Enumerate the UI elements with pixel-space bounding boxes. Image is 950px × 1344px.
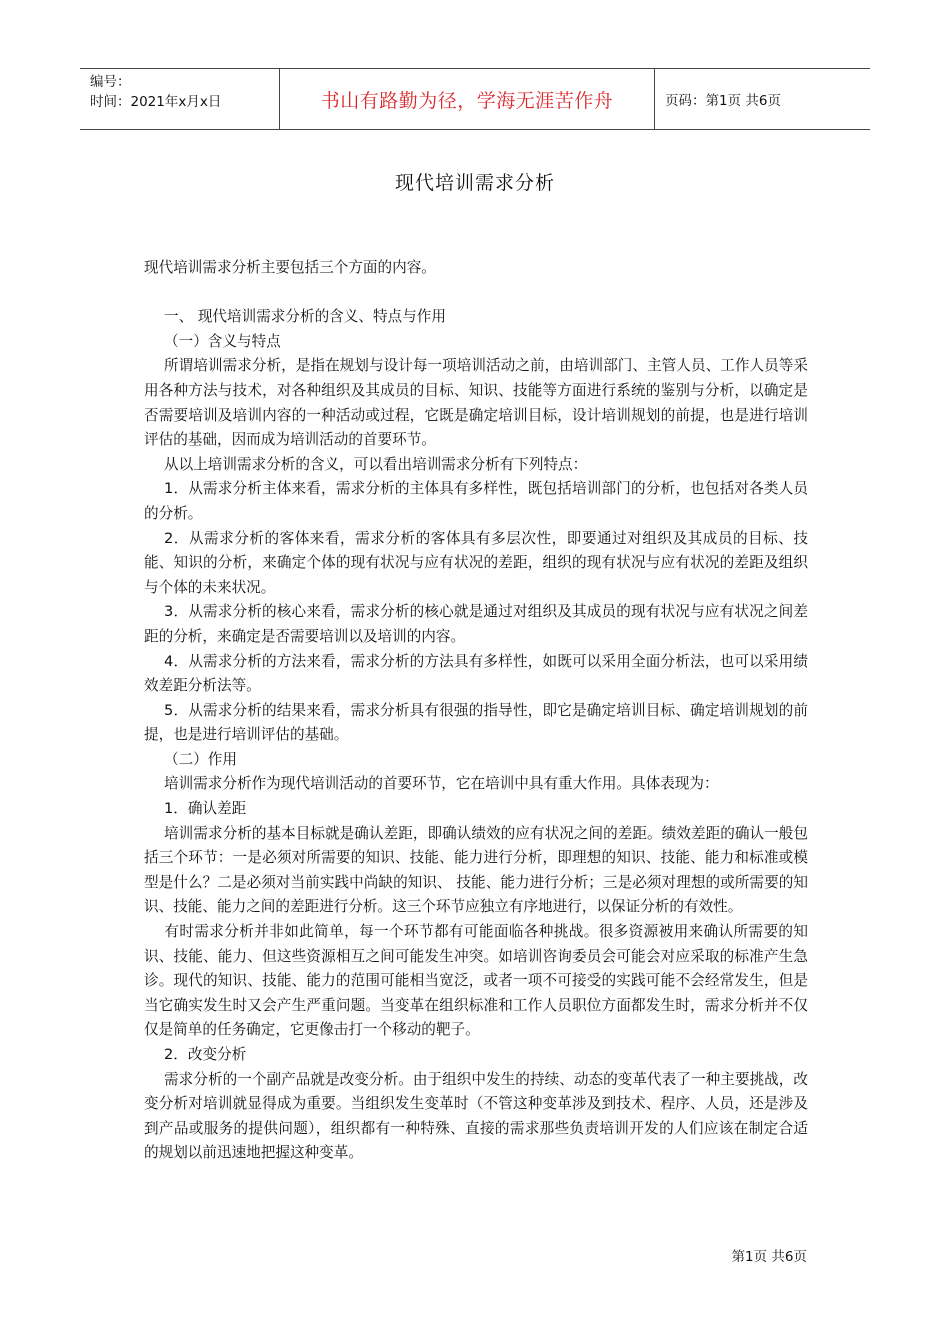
- paragraph: [144, 772, 808, 797]
- paragraph: [144, 1068, 808, 1166]
- paragraph: [144, 797, 808, 822]
- paragraph: [144, 477, 808, 526]
- paragraph-text: （一）含义与特点: [164, 332, 281, 350]
- page-footer: 第1页 共6页: [731, 1249, 807, 1265]
- header-meta: [80, 69, 280, 129]
- paragraph-text: 1．确认差距: [164, 800, 247, 818]
- paragraph-text: 5．从需求分析的结果来看，需求分析具有很强的指导性，即它是确定培训目标、确定培训规划的前提，也是进行培训评估的基础。: [144, 701, 808, 744]
- paragraph: [144, 453, 808, 478]
- document-time-label: 时间：2021年x月x日: [90, 94, 222, 110]
- paragraph-text: 从以上培训需求分析的含义，可以看出培训需求分析有下列特点：: [164, 455, 588, 473]
- paragraph-text: 4．从需求分析的方法来看，需求分析的方法具有多样性，如既可以采用全面分析法，也可以采用绩效差距分析法等。: [144, 652, 808, 695]
- paragraph-text: 所谓培训需求分析，是指在规划与设计每一项培训活动之前，由培训部门、主管人员、工作人员等采用各种方法与技术，对各种组织及其成员的目标、知识、技能等方面进行系统的鉴别与分析，以确定是否需要培训及培训内容的一种活动或过程，它既是确定培训目标，设计培训规划的前提，也是进行培训评估的基础，因而成为培训活动的首要环节。: [144, 357, 808, 449]
- paragraph-text: 培训需求分析作为现代培训活动的首要环节，它在培训中具有重大作用。具体表现为：: [164, 775, 719, 793]
- paragraph: [144, 305, 808, 330]
- paragraph: [144, 330, 808, 355]
- paragraph: [144, 354, 808, 452]
- document-code-label: 编号：: [90, 74, 131, 90]
- document-title: 现代培训需求分析: [394, 172, 555, 194]
- paragraph: [144, 822, 808, 920]
- paragraph: [144, 281, 808, 306]
- paragraph-text: 2．改变分析: [164, 1046, 247, 1063]
- paragraph-text: 需求分析的一个副产品就是改变分析。由于组织中发生的持续、动态的变革代表了一种主要挑战，改变分析对培训就显得成为重要。当组织发生变革时（不管这种变革涉及到技术、程序、人员，还是涉及到产品或服务的提供问题），组织都有一种特殊、直接的需求那些负责培训开发的人们应该在制定合适的规划以前迅速地把握这种变革。: [144, 1070, 808, 1162]
- paragraph: [144, 256, 808, 281]
- paragraph: [144, 600, 808, 649]
- paragraph: [144, 527, 808, 601]
- paragraph-text: 培训需求分析的基本目标就是确认差距，即确认绩效的应有状况之间的差距。绩效差距的确认一般包括三个环节：一是必须对所需要的知识、技能、能力进行分析，即理想的知识、技能、能力和标准或模型是什么？二是必须对当前实践中尚缺的知识、 技能、能力进行分析；三是必须对理想的或所需要的知识、技能、能力之间的差距进行分析。这三个环节应独立有序地进行，以保证分析的有效性。: [144, 824, 808, 916]
- page-header: [80, 68, 870, 130]
- paragraph: [144, 748, 808, 773]
- paragraph: [144, 920, 808, 1043]
- document-body: [144, 256, 808, 1166]
- paragraph-text: 1．从需求分析主体来看，需求分析的主体具有多样性，既包括培训部门的分析，也包括对各类人员的分析。: [144, 480, 808, 522]
- paragraph-text: 一、 现代培训需求分析的含义、特点与作用: [164, 308, 446, 326]
- paragraph-text: 3．从需求分析的核心来看，需求分析的核心就是通过对组织及其成员的现有状况与应有状况之间差距的分析，来确定是否需要培训以及培训的内容。: [144, 603, 808, 645]
- paragraph-text: 有时需求分析并非如此简单，每一个环节都有可能面临各种挑战。很多资源被用来确认所需要的知识、技能、能力、但这些资源相互之间可能发生冲突。如培训咨询委员会可能会对应采取的标准产生急诊。现代的知识、技能、能力的范围可能相当宽泛，或者一项不可接受的实践可能不会经常发生，但是当它确实发生时又会产生严重问题。当变革在组织标准和工作人员职位方面都发生时，需求分析并不仅仅是简单的任务确定，它更像击打一个移动的靶子。: [144, 923, 808, 1039]
- paragraph-text: （二）作用: [164, 750, 237, 768]
- paragraph-text: 2．从需求分析的客体来看，需求分析的客体具有多层次性，即要通过对组织及其成员的目标、技能、知识的分析，来确定个体的现有状况与应有状况的差距，组织的现有状况与应有状况的差距及组织与个体的未来状况。: [144, 529, 808, 596]
- paragraph: [144, 1043, 808, 1068]
- paragraph-text: 现代培训需求分析主要包括三个方面的内容。: [144, 259, 436, 276]
- header-page-label: 页码：第1页 共6页: [665, 93, 781, 109]
- paragraph: [144, 650, 808, 699]
- paragraph: [144, 699, 808, 748]
- header-motto: 书山有路勤为径，学海无涯苦作舟: [280, 69, 655, 129]
